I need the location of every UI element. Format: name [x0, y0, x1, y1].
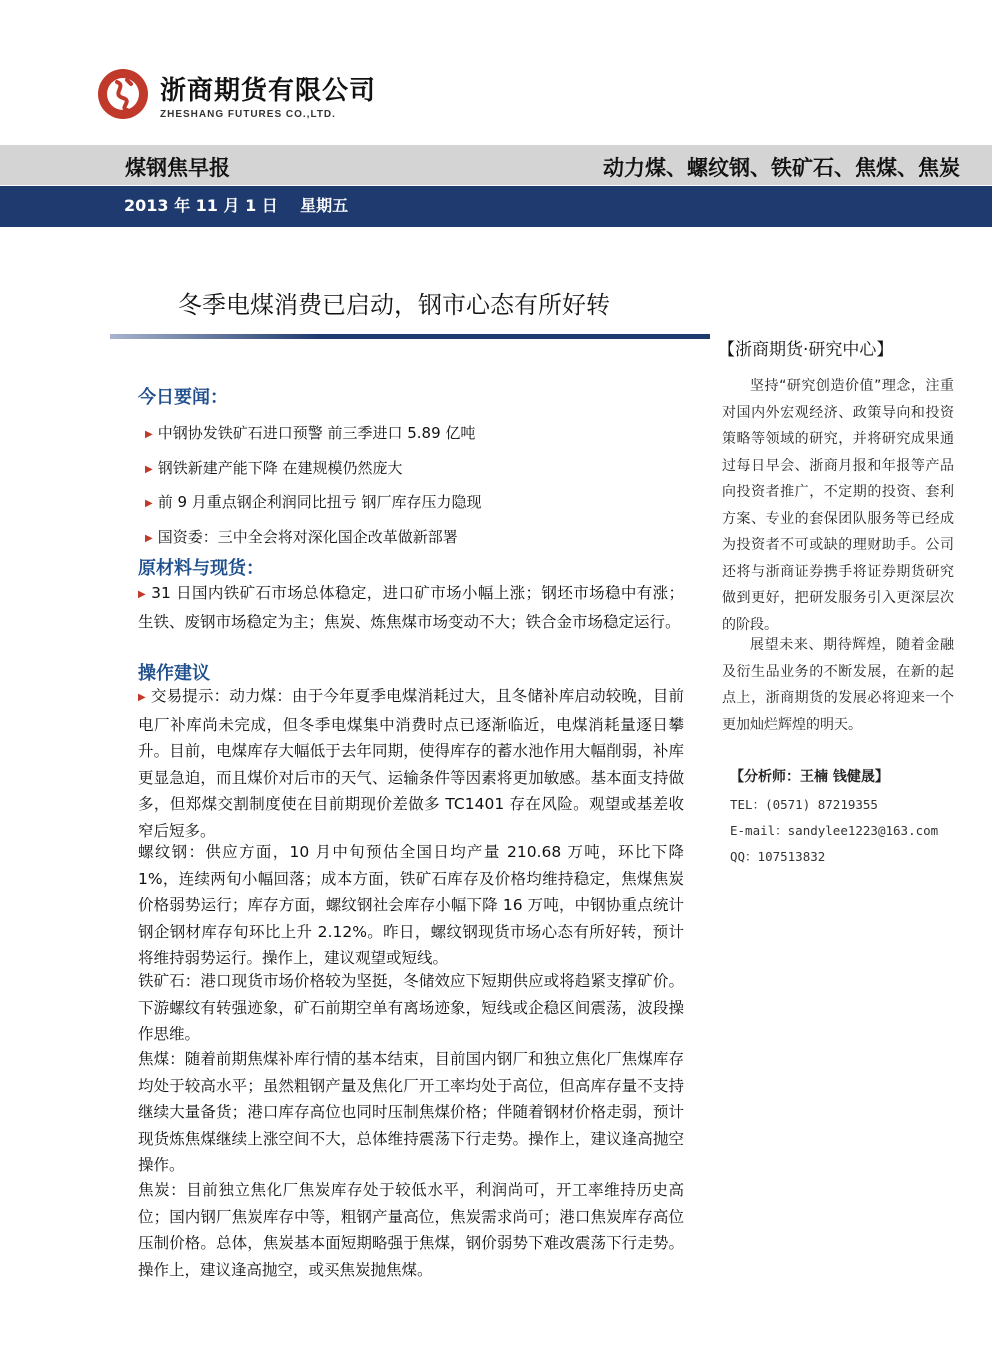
- news-item: [145, 491, 482, 512]
- contact-qq: QQ：107513832: [730, 849, 826, 864]
- research-center-intro: [722, 373, 954, 638]
- bullet-arrow-icon: ▶: [145, 464, 153, 475]
- page-title: 冬季电煤消费已启动，钢市心态有所好转: [178, 291, 610, 319]
- news-item: [145, 422, 475, 443]
- news-item-text: 钢铁新建产能下降 在建规模仍然庞大: [157, 459, 403, 477]
- news-heading: 今日要闻：: [138, 387, 228, 408]
- analysts: 【分析师：王楠 钱健晟】: [730, 769, 889, 785]
- trading-tips-paragraph: [138, 683, 684, 844]
- company-name: 浙商期货有限公司: [160, 76, 377, 106]
- report-name: 煤钢焦早报: [125, 156, 230, 180]
- rebar-paragraph: 螺纹钢：供应方面，10 月中旬预估全国日均产量 210.68 万吨，环比下降 1%，连续两旬小幅回落；成本方面，铁矿石库存及价格均维持稳定，焦煤焦炭价格弱势运行；库存方面，螺纹钢社会库存小幅下降 16 万吨，中钢协重点统计钢企钢材库存旬环比上升 2.12%。昨日，螺纹钢现货市场心态有所好转，预计将维持弱势运行。操作上，建议观望或短线。: [138, 843, 684, 967]
- bullet-arrow-icon: ▶: [138, 589, 147, 600]
- contact-email[interactable]: E-mail：sandylee1223@163.com: [730, 823, 939, 838]
- iron-ore-paragraph: 铁矿石：港口现货市场价格较为坚挺，冬储效应下短期供应或将趋紧支撑矿价。下游螺纹有转强迹象，矿石前期空单有离场迹象，短线或企稳区间震荡，波段操作思维。: [138, 972, 684, 1043]
- headline-divider: [110, 334, 710, 339]
- market-text: 31 日国内铁矿石市场总体稳定，进口矿市场小幅上涨；钢坯市场稳中有涨；生铁、废钢市场稳定为主；焦炭、炼焦煤市场变动不大；铁合金市场稳定运行。: [138, 584, 684, 631]
- coke-paragraph: 焦炭：目前独立焦化厂焦炭库存处于较低水平，利润尚可，开工率维持历史高位；国内钢厂焦炭库存中等，粗钢产量高位，焦炭需求尚可；港口焦炭库存高位压制价格。总体，焦炭基本面短期略强于焦煤，钢价弱势下难改震荡下行走势。操作上，建议逢高抛空，或买焦炭抛焦煤。: [138, 1181, 684, 1279]
- news-item-text: 中钢协发铁矿石进口预警 前三季进口 5.89 亿吨: [157, 424, 476, 442]
- news-item: [145, 526, 458, 547]
- news-item-text: 前 9 月重点钢企利润同比扭亏 钢厂库存压力隐现: [157, 493, 482, 511]
- bullet-arrow-icon: ▶: [145, 533, 153, 544]
- research-center-outlook: [722, 632, 954, 738]
- news-item-text: 国资委：三中全会将对深化国企改革做新部署: [157, 528, 458, 546]
- news-item: [145, 457, 402, 478]
- coking-coal-paragraph: 焦煤：随着前期焦煤补库行情的基本结束，目前国内钢厂和独立焦化厂焦煤库存均处于较高水平；虽然粗钢产量及焦化厂开工率均处于高位，但高库存量不支持继续大量备货；港口库存高位也同时压制焦煤价格；伴随着钢材价格走弱，预计现货炼焦煤继续上涨空间不大，总体维持震荡下行走势。操作上，建议逢高抛空操作。: [138, 1050, 684, 1174]
- bullet-arrow-icon: ▶: [138, 692, 146, 703]
- market-paragraph: [138, 580, 684, 635]
- research-center-intro-text: 坚持“研究创造价值”理念，注重对国内外宏观经济、政策导向和投资策略等领域的研究，并将研究成果通过每日早会、浙商月报和年报等产品向投资者推广，不定期的投资、套利方案、专业的套保团队服务等已经成为投资者不可或缺的理财助手。公司还将与浙商证券携手将证券期货研究做到更好，把研发服务引入更深层次的阶段。: [722, 378, 954, 633]
- trading-tips-text: 交易提示：动力煤：由于今年夏季电煤消耗过大，且冬储补库启动较晚，目前电厂补库尚未完成，但冬季电煤集中消费时点已逐渐临近，电煤消耗量逐日攀升。目前，电煤库存大幅低于去年同期，使得库存的蓄水池作用大幅削弱，补库更显急迫，而且煤价对后市的天气、运输条件等因素将更加敏感。基本面支持做多，但郑煤交割制度使在目前期现价差做多 TC1401 存在风险。观望或基差收窄后短多。: [138, 687, 684, 840]
- company-logo-icon: [97, 68, 149, 120]
- varieties-list: 动力煤、螺纹钢、铁矿石、焦煤、焦炭: [603, 156, 960, 180]
- bullet-arrow-icon: ▶: [145, 498, 153, 509]
- contact-tel: TEL：(0571) 87219355: [730, 797, 878, 812]
- market-heading: 原材料与现货：: [138, 558, 264, 579]
- company-name-en: ZHESHANG FUTURES CO.,LTD.: [160, 109, 336, 120]
- bullet-arrow-icon: ▶: [145, 429, 153, 440]
- research-center-title: 【浙商期货·研究中心】: [718, 340, 894, 360]
- report-date: 2013 年 11 月 1 日 星期五: [124, 196, 349, 215]
- research-center-outlook-text: 展望未来、期待辉煌，随着金融及衍生品业务的不断发展，在新的起点上，浙商期货的发展必将迎来一个更加灿烂辉煌的明天。: [722, 637, 954, 733]
- advice-heading: 操作建议: [138, 663, 210, 684]
